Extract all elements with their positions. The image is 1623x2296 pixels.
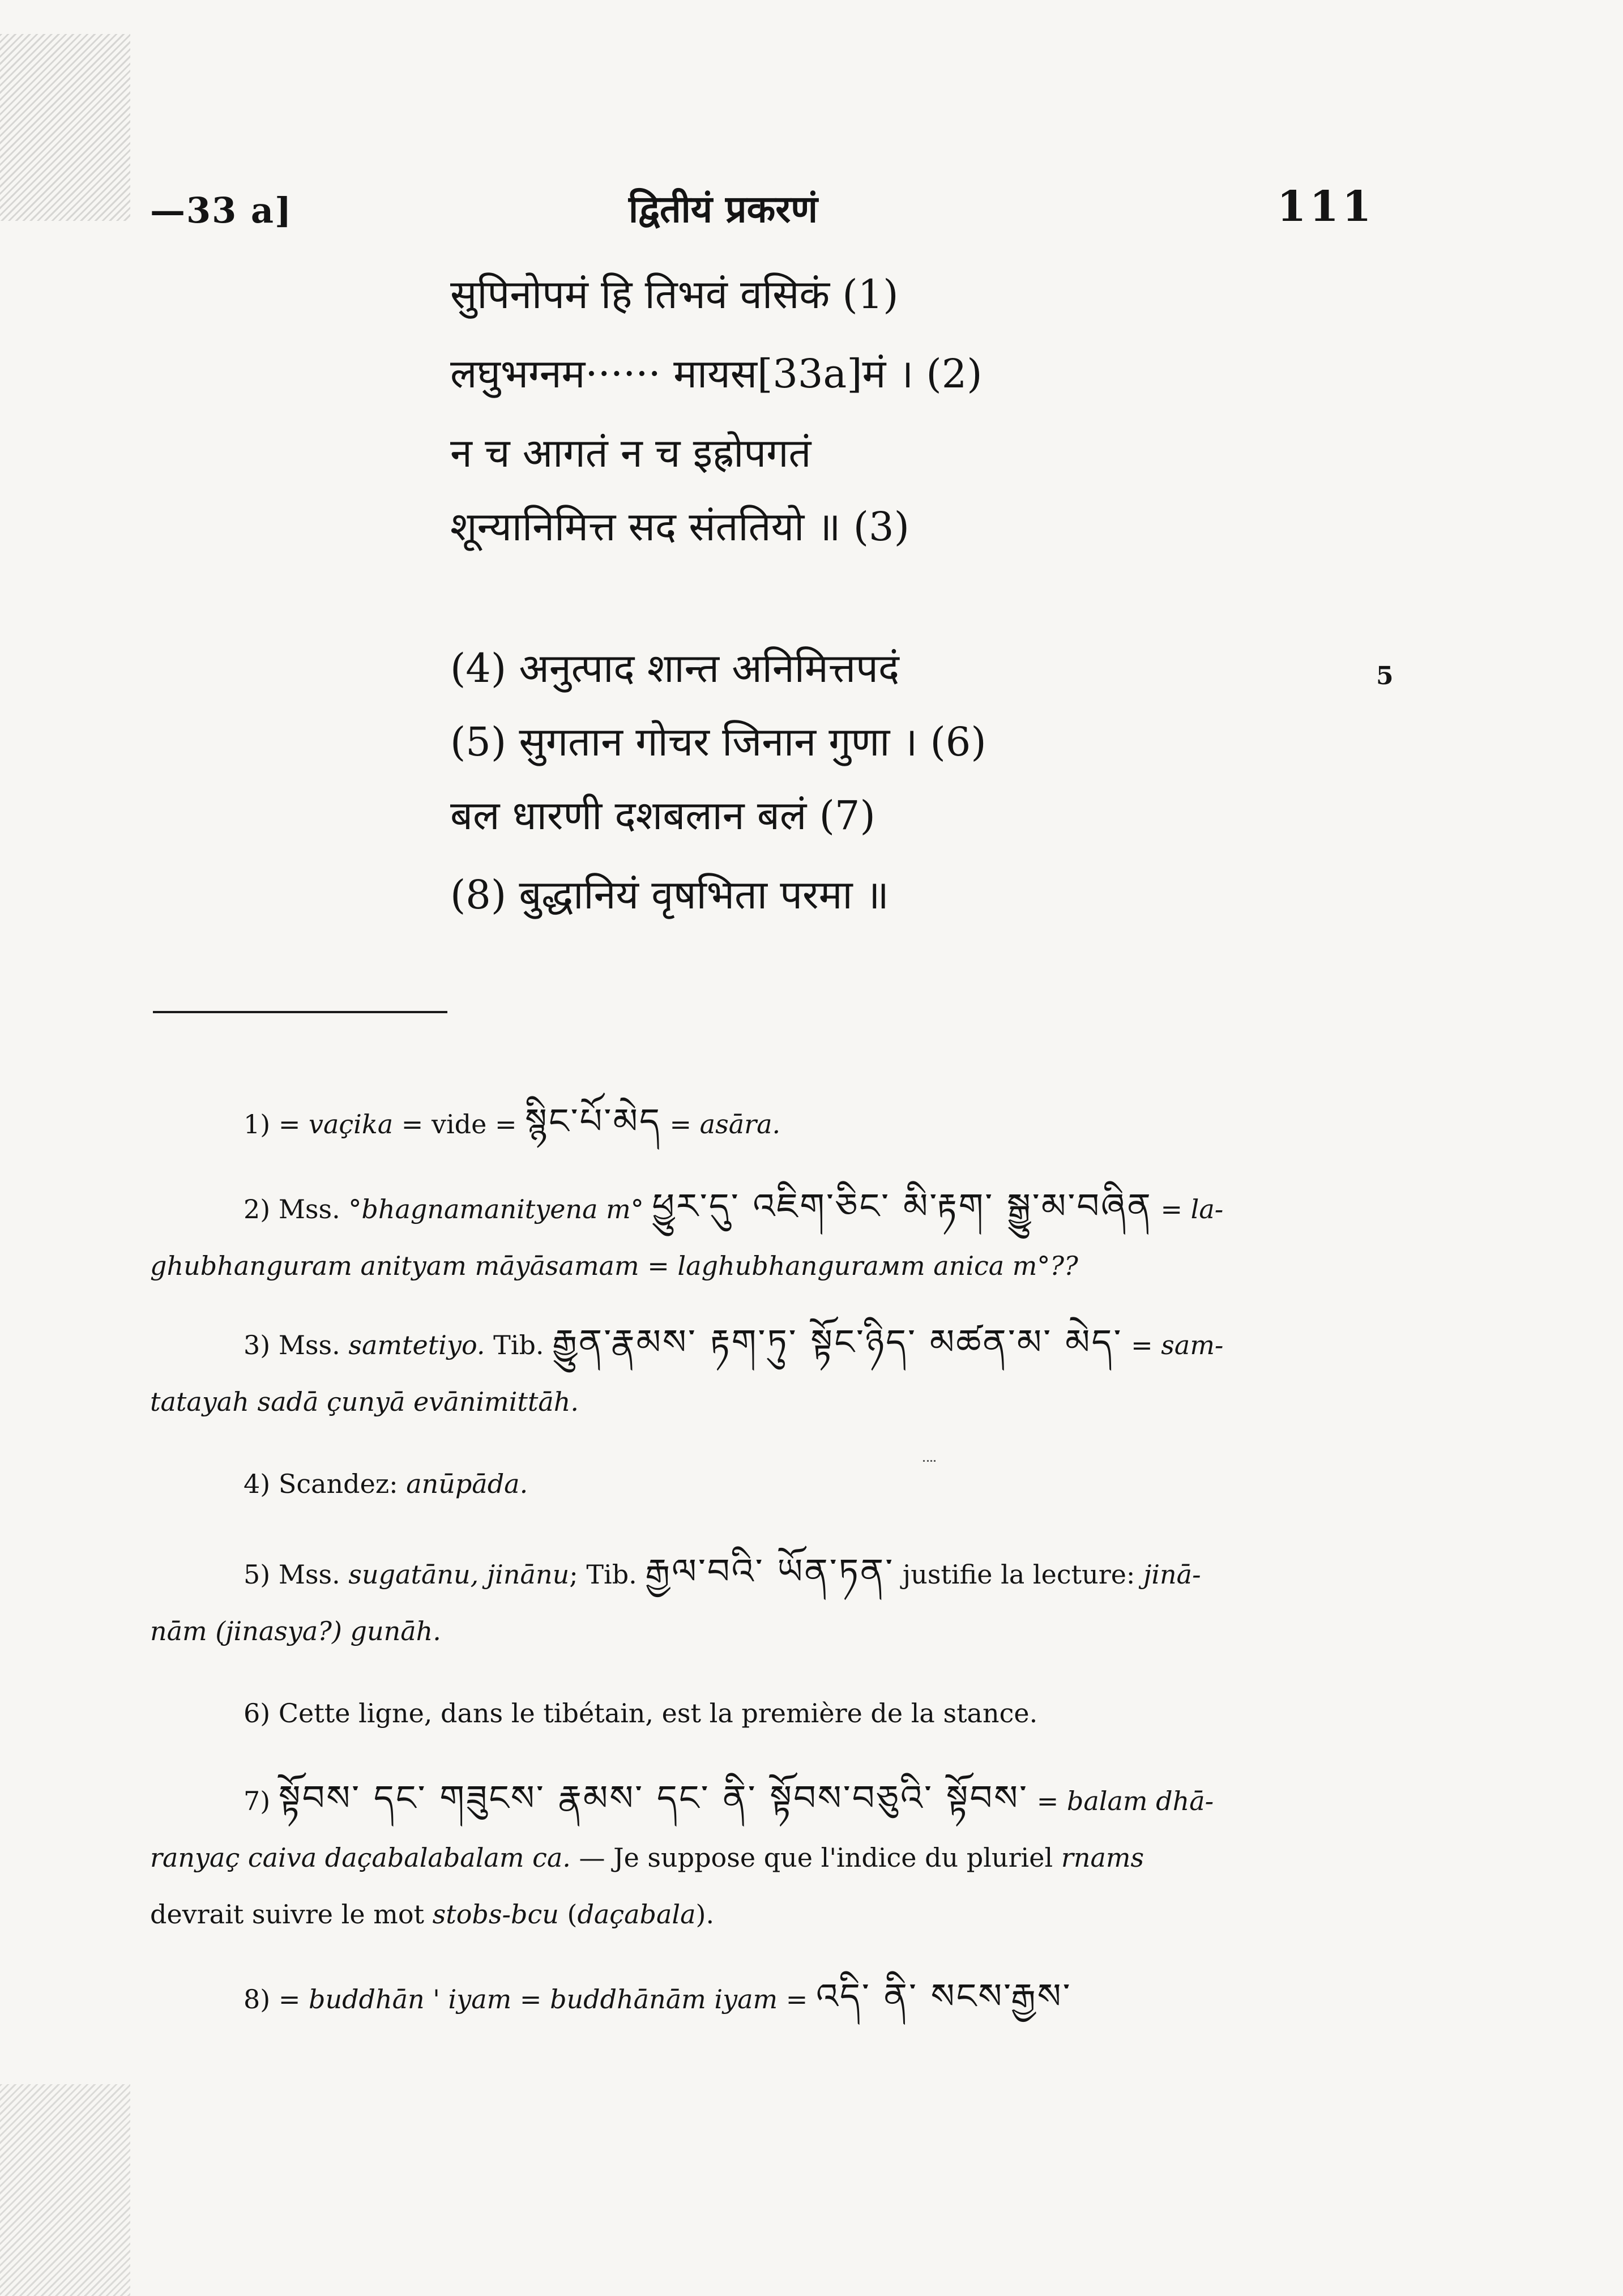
page-number: 111 [1277,182,1375,231]
note3-gloss-start: sam- [1161,1330,1224,1360]
note3-term: samtetiyo. [348,1330,485,1360]
footnote-4 [150,1456,1345,1512]
note6-text: 6) Cette ligne, dans le tibétain, est la première de la stance. [244,1698,1038,1729]
note2-text-2: = [1152,1194,1191,1224]
note2-gloss-end: laghubhangurамm anica m°?? [677,1251,1078,1281]
note1-gloss: asāra. [699,1109,781,1140]
note7-term-2: stobs-bcu [432,1899,559,1930]
note8-tibetan: འདི་ ནི་ སངས་རྒྱས་ [815,1975,1072,2017]
footnote-3 [150,1314,1345,1430]
note1-term: vaçika [309,1109,394,1140]
note7-term: rnams [1061,1842,1144,1873]
note8-text-2: = [511,1984,550,2015]
scan-edge-shadow-bottom [0,2084,130,2296]
verse-line-4: शून्यानिमित्त सद संततियो ॥ (3) [450,503,909,550]
note1-text: 1) = [244,1109,309,1140]
note4-text: 4) Scandez: [244,1469,407,1499]
footnote-1 [150,1093,1345,1153]
note2-text: 2) Mss. [244,1194,349,1224]
note8-term: buddhān ' iyam [309,1984,512,2015]
note3-gloss-cont: tatayah sadā çunyā evānimittāh. [150,1386,579,1417]
running-header-title: द्वितीयं प्रकरणं [629,187,818,231]
footnote-8 [150,1968,1345,2028]
note7-text-3: — Je suppose que l'indice du pluriel [570,1842,1061,1873]
note5-text-2: ; Tib. [569,1559,646,1590]
note3-text-3: = [1122,1330,1161,1360]
note7-text-4: devrait suivre le mot [150,1899,433,1930]
note5-tibetan: རྒྱལ་བའི་ ཡོན་ཏན་ [645,1551,895,1592]
verse-line-7: बल धारणी दशबलान बलं (7) [450,792,875,839]
note7-term-3: daçabala [577,1899,696,1930]
verse-line-2: लघुभग्नम······ मायस[33a]मं । (2) [450,351,983,397]
note3-tibetan: རྒྱུན་རྣམས་ རྟག་ཏུ་ སྟོང་ཉིད་ མཚན་མ་ མེད་ [552,1321,1123,1363]
note3-text: 3) Mss. [244,1330,349,1360]
verse-line-8: (8) बुद्धानियं वृषभिता परमा ॥ [450,872,889,918]
note4-term: anūpāda. [406,1469,528,1499]
verse-line-1: सुपिनोपमं हि तिभवं वसिकं (1) [450,271,899,318]
scan-speck [923,1460,936,1465]
note8-text-3: = [778,1984,816,2015]
note7-gloss-start: balam dhā- [1066,1786,1214,1816]
verse-line-3: न च आगतं न च इह्रोपगतं [450,430,812,476]
running-header-section: —33 a] [150,190,293,231]
note1-text-3: = [661,1109,700,1140]
note2-gloss-cont: ghubhanguram anityam māyāsamam [150,1251,639,1281]
footnote-7 [150,1770,1345,1943]
note1-tibetan: སྙིང་པོ་མེད [525,1100,661,1142]
note7-text: 7) [244,1786,279,1816]
note3-text-2: Tib. [485,1330,553,1360]
scan-edge-shadow-top [0,34,130,221]
footnote-5 [150,1543,1345,1659]
note7-text-2: = [1028,1786,1067,1816]
verse-line-6: (5) सुगतान गोचर जिनान गुणा । (6) [450,719,986,765]
footnote-separator [153,1011,447,1013]
note8-text: 8) = [244,1984,309,2015]
note7-text-6: ). [695,1899,715,1930]
note5-text: 5) Mss. [244,1559,349,1590]
note2-term: °bhagnamanityena m° [348,1194,644,1224]
note5-gloss-cont: nām (jinasya?) gunāh. [150,1616,441,1646]
footnote-2 [150,1178,1345,1294]
note5-term: sugatānu, jinānu [348,1559,570,1590]
note1-text-2: = vide = [393,1109,526,1140]
note5-text-3: justifie la lecture: [894,1559,1144,1590]
note2-gloss-start: la- [1190,1194,1224,1224]
verse-line-5: (4) अनुत्पाद शान्त अनिमित्तपदं [450,645,900,692]
note2-text-3: = [639,1251,678,1281]
note7-text-5: ( [558,1899,578,1930]
note8-term-2: buddhānām iyam [550,1984,778,2015]
note7-gloss-cont: ranyaç caiva daçabalabalam ca. [150,1842,571,1873]
footnote-6 [150,1685,1345,1742]
note5-gloss-start: jinā- [1143,1559,1201,1590]
note7-tibetan: སྟོབས་ དང་ གཟུངས་ རྣམས་ དང་ ནི་ སྟོབས་བཅུའི་ སྟོབས་ [278,1777,1029,1819]
note2-tibetan: ཕྱུར་དུ་ འཇིག་ཅིང་ མི་རྟག་ སྒྱུ་མ་བཞིན [652,1185,1152,1227]
margin-line-number: 5 [1376,662,1394,690]
